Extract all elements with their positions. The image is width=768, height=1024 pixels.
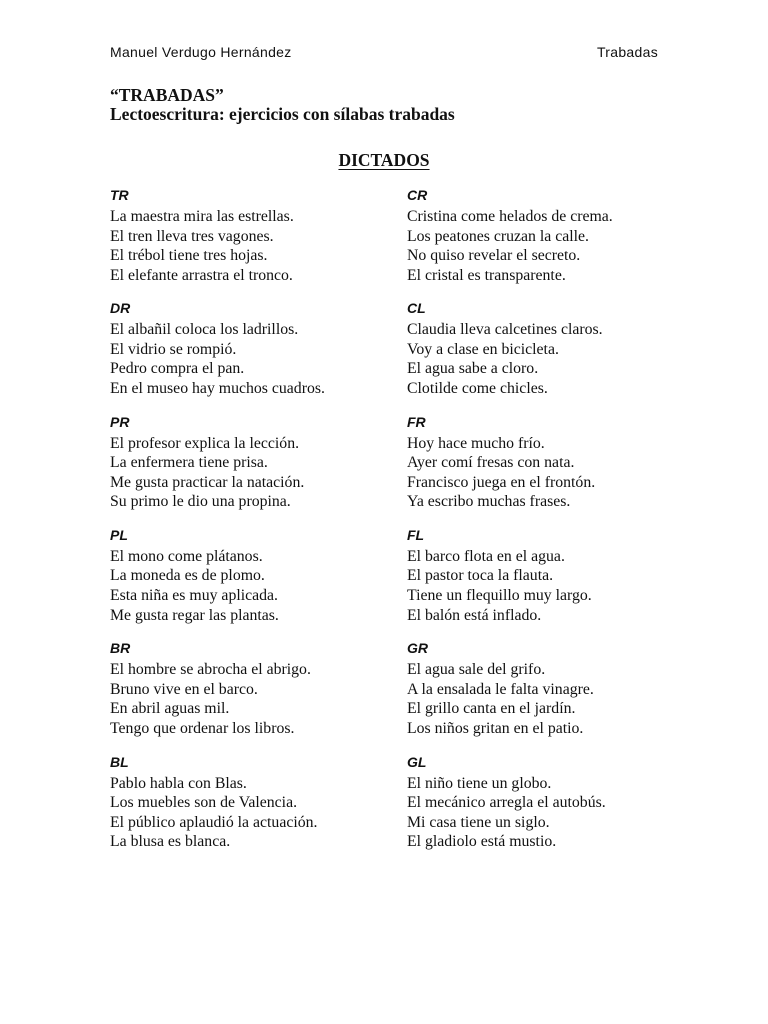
dictation-sentence: Francisco juega en el frontón. (407, 473, 596, 491)
dictation-sentence: Hoy hace mucho frío. (407, 434, 545, 452)
dictation-sentence: Tengo que ordenar los libros. (110, 719, 295, 737)
title-block (110, 86, 455, 124)
group-label: FR (407, 413, 426, 430)
dictation-sentence: La blusa es blanca. (110, 833, 231, 851)
syllable-group-cl (407, 300, 697, 398)
dictation-sentence: Me gusta practicar la natación. (110, 473, 305, 491)
dictation-sentence: El albañil coloca los ladrillos. (110, 321, 299, 339)
syllable-group-br (110, 640, 400, 738)
group-label: DR (110, 300, 131, 317)
section-heading-text: DICTADOS (338, 150, 430, 170)
syllable-group-pl (110, 527, 400, 625)
group-label: GR (407, 640, 428, 657)
dictation-sentence: Pedro compra el pan. (110, 360, 245, 378)
dictation-sentence: La maestra mira las estrellas. (110, 208, 294, 225)
dictation-sentence: El niño tiene un globo. (407, 774, 552, 792)
group-label: CL (407, 300, 426, 317)
dictation-sentence: El mecánico arregla el autobús. (407, 794, 606, 812)
group-label: BR (110, 640, 131, 657)
section-heading (0, 150, 768, 171)
dictation-sentence: El trébol tiene tres hojas. (110, 247, 268, 265)
dictation-sentence: Los muebles son de Valencia. (110, 794, 298, 812)
dictation-sentence: El agua sale del grifo. (407, 661, 546, 679)
dictation-sentence: El balón está inflado. (407, 606, 542, 624)
dictation-sentence: Ya escribo muchas frases. (407, 493, 571, 511)
group-label: BL (110, 753, 129, 770)
dictation-sentence: La moneda es de plomo. (110, 567, 265, 585)
running-header (110, 44, 658, 60)
syllable-group-gr (407, 640, 697, 738)
dictation-sentence: Pablo habla con Blas. (110, 774, 247, 792)
header-author: Manuel Verdugo Hernández (110, 44, 292, 60)
dictation-sentence: A la ensalada le falta vinagre. (407, 680, 594, 698)
dictation-sentence: Claudia lleva calcetines claros. (407, 321, 603, 339)
group-label: GL (407, 753, 427, 770)
dictation-sentence: El agua sabe a cloro. (407, 360, 539, 378)
syllable-group-fr (407, 414, 697, 512)
dictation-sentence: Tiene un flequillo muy largo. (407, 587, 592, 605)
dictation-sentence: El profesor explica la lección. (110, 434, 300, 452)
dictation-sentence: Ayer comí fresas con nata. (407, 454, 575, 472)
dictation-sentence: Me gusta regar las plantas. (110, 606, 279, 624)
dictation-sentence: El cristal es transparente. (407, 266, 566, 284)
dictation-sentence: Voy a clase en bicicleta. (407, 340, 559, 358)
dictation-sentence: En el museo hay muchos cuadros. (110, 380, 325, 398)
group-label: CR (407, 187, 428, 203)
dictation-sentence: El gladiolo está mustio. (407, 833, 557, 851)
dictation-sentence: Los peatones cruzan la calle. (407, 227, 590, 245)
dictation-sentence: El tren lleva tres vagones. (110, 227, 274, 245)
dictation-sentence: Bruno vive en el barco. (110, 680, 258, 698)
syllable-group-cr (407, 187, 697, 285)
dictation-sentence: Cristina come helados de crema. (407, 208, 613, 225)
dictation-sentence: Su primo le dio una propina. (110, 493, 291, 511)
dictation-sentence: Esta niña es muy aplicada. (110, 587, 279, 605)
dictation-sentence: No quiso revelar el secreto. (407, 247, 581, 265)
dictation-sentence: Los niños gritan en el patio. (407, 719, 584, 737)
header-doc-title: Trabadas (596, 44, 658, 60)
dictation-sentence: En abril aguas mil. (110, 700, 230, 718)
dictation-sentence: El grillo canta en el jardín. (407, 700, 576, 718)
dictation-sentence: La enfermera tiene prisa. (110, 454, 268, 472)
dictation-sentence: El público aplaudió la actuación. (110, 813, 318, 831)
syllable-group-pr (110, 414, 400, 512)
dictation-sentence: El hombre se abrocha el abrigo. (110, 661, 311, 679)
syllable-group-fl (407, 527, 697, 625)
syllable-group-dr (110, 300, 400, 398)
group-label: FL (407, 526, 425, 543)
document-subtitle: Lectoescritura: ejercicios con sílabas trabadas (110, 104, 455, 124)
dictation-sentence: El barco flota en el agua. (407, 547, 565, 565)
group-label: PL (110, 526, 128, 543)
group-label: PR (110, 413, 130, 430)
dictation-sentence: El vidrio se rompió. (110, 340, 237, 358)
dictation-sentence: Mi casa tiene un siglo. (407, 813, 550, 831)
syllable-group-bl (110, 754, 400, 852)
group-label: TR (110, 187, 129, 203)
dictation-sentence: Clotilde come chicles. (407, 380, 548, 398)
syllable-group-tr (110, 187, 400, 285)
dictation-sentence: El pastor toca la flauta. (407, 567, 554, 585)
document-title: “TRABADAS” (110, 85, 224, 105)
dictation-sentence: El mono come plátanos. (110, 547, 263, 565)
syllable-group-gl (407, 754, 697, 852)
dictation-sentence: El elefante arrastra el tronco. (110, 266, 293, 284)
